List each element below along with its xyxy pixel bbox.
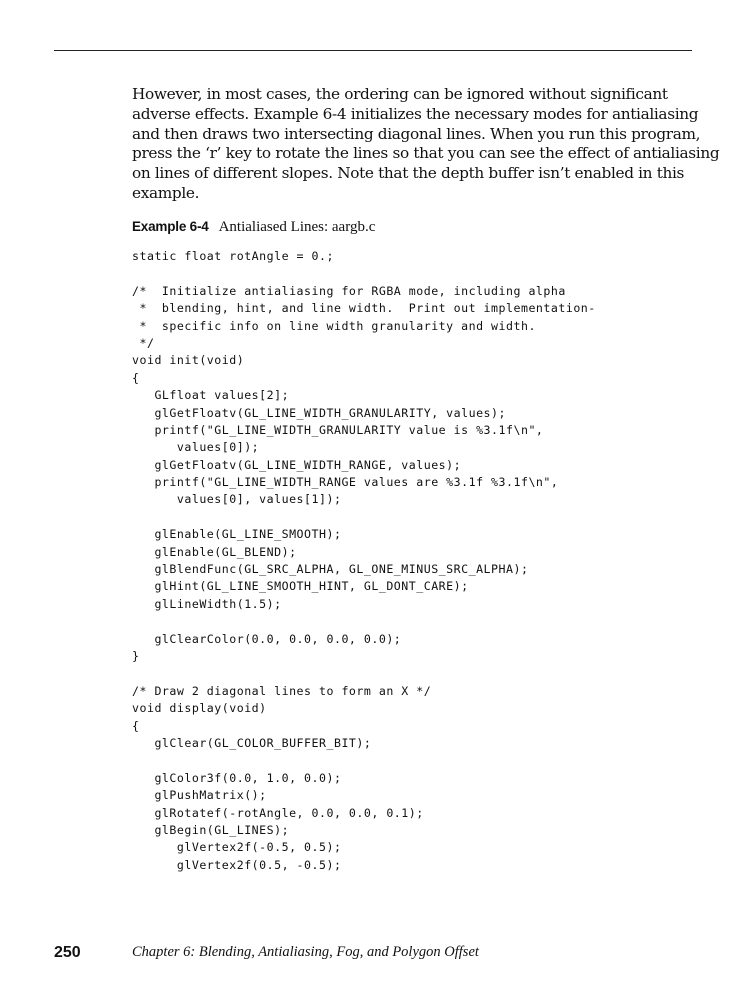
code-line — [132, 613, 702, 630]
code-line: */ — [132, 335, 155, 350]
code-listing — [132, 248, 702, 874]
code-line: glBlendFunc(GL_SRC_ALPHA, GL_ONE_MINUS_SRC_ALPHA); — [132, 562, 529, 577]
running-footer-title: Chapter 6: Blending, Antialiasing, Fog, and Polygon Offset — [132, 944, 479, 960]
code-line — [132, 665, 702, 682]
code-line: * blending, hint, and line width. Print out implementation- — [132, 301, 596, 316]
paragraph-line: example. — [132, 183, 200, 202]
code-line: glPushMatrix(); — [132, 788, 267, 803]
code-line: glGetFloatv(GL_LINE_WIDTH_RANGE, values); — [132, 457, 462, 472]
code-line: values[0]); — [132, 440, 260, 455]
code-line: glEnable(GL_LINE_SMOOTH); — [132, 527, 342, 542]
code-line: void init(void) — [132, 353, 245, 368]
code-line: glClear(GL_COLOR_BUFFER_BIT); — [132, 735, 372, 750]
code-line: { — [132, 370, 140, 385]
code-line: void display(void) — [132, 701, 267, 716]
body-paragraph — [132, 85, 720, 204]
example-title: Antialiased Lines: aargb.c — [218, 219, 376, 235]
header-rule — [54, 50, 692, 51]
code-line: glLineWidth(1.5); — [132, 596, 282, 611]
code-line: glVertex2f(0.5, -0.5); — [132, 857, 342, 872]
code-line: glEnable(GL_BLEND); — [132, 544, 297, 559]
code-line: glColor3f(0.0, 1.0, 0.0); — [132, 770, 342, 785]
code-line: } — [132, 648, 140, 663]
code-line: * specific info on line width granularity and width. — [132, 318, 536, 333]
code-line — [132, 509, 702, 526]
code-line: /* Initialize antialiasing for RGBA mode, including alpha — [132, 283, 566, 298]
page-number: 250 — [54, 944, 81, 961]
code-line: glRotatef(-rotAngle, 0.0, 0.0, 0.1); — [132, 805, 424, 820]
code-line — [132, 752, 702, 769]
paragraph-line: press the ‘r’ key to rotate the lines so that you can see the effect of antialiasing — [132, 144, 720, 163]
code-line: glVertex2f(-0.5, 0.5); — [132, 840, 342, 855]
code-line: { — [132, 718, 140, 733]
code-line: printf("GL_LINE_WIDTH_GRANULARITY value is %3.1f\n", — [132, 422, 544, 437]
code-line: GLfloat values[2]; — [132, 388, 290, 403]
code-line: glClearColor(0.0, 0.0, 0.0, 0.0); — [132, 631, 402, 646]
code-line: glGetFloatv(GL_LINE_WIDTH_GRANULARITY, values); — [132, 405, 507, 420]
example-number: Example 6-4 — [132, 219, 209, 234]
code-line — [132, 265, 702, 282]
paragraph-line: on lines of different slopes. Note that the depth buffer isn’t enabled in this — [132, 164, 685, 183]
code-line: glHint(GL_LINE_SMOOTH_HINT, GL_DONT_CARE); — [132, 579, 469, 594]
code-line: /* Draw 2 diagonal lines to form an X */ — [132, 683, 432, 698]
code-line: glBegin(GL_LINES); — [132, 822, 290, 837]
example-caption — [132, 219, 375, 236]
code-line: printf("GL_LINE_WIDTH_RANGE values are %3.1f %3.1f\n", — [132, 475, 559, 490]
paragraph-line: adverse effects. Example 6-4 initializes the necessary modes for antialiasing — [132, 104, 699, 123]
paragraph-line: However, in most cases, the ordering can be ignored without significant — [132, 85, 668, 103]
paragraph-line: and then draws two intersecting diagonal lines. When you run this program, — [132, 124, 701, 143]
code-line: values[0], values[1]); — [132, 492, 342, 507]
code-line: static float rotAngle = 0.; — [132, 249, 334, 263]
